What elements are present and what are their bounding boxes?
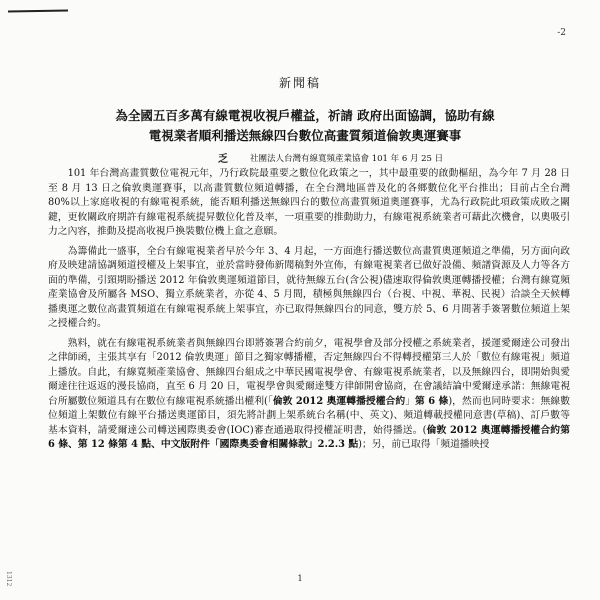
- document-title: [40, 106, 570, 146]
- paragraph: 101 年台灣高畫質數位電視元年，乃行政院最重要之數位化政策之一，其中最重要的啟動樞紐，為今年 7 月 28 日至 8 月 13 日之倫敦奧運賽事，以高畫質數位頻道轉播，在全台灣地區普及化的各鄉數位化平台推出；目前占全台灣 80%以上家庭收視的有線電視系統，能否順利播送無線四台的數位高畫質頻道奧運賽事，尤為行政院此項政策成敗之關鍵，更攸關政府期許有線電視系統提昇數位化普及率，一項重要的推動助力，有線電視系統業者可藉此次機會，以奧吸引力之內容，推動及提高收視戶換裝數位機上盒之意願。: [48, 168, 570, 237]
- paragraph: 為籌備此一盛事，全台有線電視業者早於今年 3、4 月起，一方面進行播送數位高畫質奧運頻道之準備，另方面向政府及映建請協調頻道授權及上架事宜，並於當時發佈新聞稿對外宣佈，有線電視業者已做好設備、頻譜資源及人力等各方面的準備，引頸期盼播送 2012 年倫敦奧運頻道節目，就待無線五台(含公視)儘速取得倫敦奧運轉播授權；台灣有線寬頻產業協會及所屬各 MSO、獨立系統業者，亦從 4、5 月間，積極與無線四台（台視、中視、華視、民視）洽談全天候轉播奧運之數位高畫質頻道在有線電視系統上架事宜，亦已取得無線四台的同意，雙方於 5、6 月間著手簽署數位頻道上架之授權合約。: [48, 245, 570, 329]
- side-note: 1312: [5, 570, 12, 586]
- contract-clause-reference: 倫敦 2012 奧運轉播授權合約第 6 條、第 12 條第 4 點、中文版附件「國際奧委會相關條款」2.2.3 點: [48, 424, 570, 450]
- paragraph-text: )，然而也同時要求：無線數位頻道上架數位有線平台播送奧運節目，須先將計劃上架系統台名稱(中、英文)、頻道轉載授權同意書(草稿)、訂戶數等基本資料，請愛爾達公司轉送國際奧委會(IOC)審查通過取得授權証明書，始得播送。(: [48, 395, 570, 436]
- paragraph: [48, 337, 570, 453]
- document-label: 新聞稿: [278, 76, 321, 90]
- title-line-2: 電視業者順利播送無線四台數位高畫質頻道倫敦奧運賽事: [148, 128, 462, 143]
- page-tag: -2: [557, 28, 566, 38]
- document-body: [48, 167, 570, 458]
- paragraph-text: 」: [405, 395, 415, 407]
- byline: 社團法人台灣有線寬頻產業協會 101 年 6 月 25 日: [250, 154, 444, 164]
- scan-edge-mark: [8, 9, 68, 12]
- title-line-1: 為全國五百多萬有線電視收視戶權益，祈請 政府出面協調，協助有線: [115, 108, 495, 123]
- article-reference: 第 6 條: [415, 395, 449, 407]
- paragraph-text: )；另，前已取得「頻道播映授: [358, 439, 490, 450]
- handwritten-mark: 乏: [218, 154, 228, 165]
- paragraph-text: 熟料，就在有線電視系統業者與無線四台即將簽署合約前夕，電視學會及部分授權之系統業者，援運愛爾達公司發出之律師函，主張其享有「2012 倫敦奧運」節目之獨家轉播權，否定無線四台不得轉授權第三人於「數位有線電視」頻道上播放。自此，有線寬頻產業協會、無線四台組成之中華民國電視學會、有線電視系統業者，以及無線四台，即開始與愛爾達往往返返的漫長協商，直至 6 月 20 日，電視學會與愛爾達雙方律師開會協商，在會議結論中愛爾達承諾：無線電視台所屬數位頻道具有在數位有線電視系統播出權利(「: [48, 337, 570, 407]
- page-number: 1: [297, 574, 303, 583]
- contract-reference: 倫敦 2012 奧運轉播授權合約: [272, 395, 406, 407]
